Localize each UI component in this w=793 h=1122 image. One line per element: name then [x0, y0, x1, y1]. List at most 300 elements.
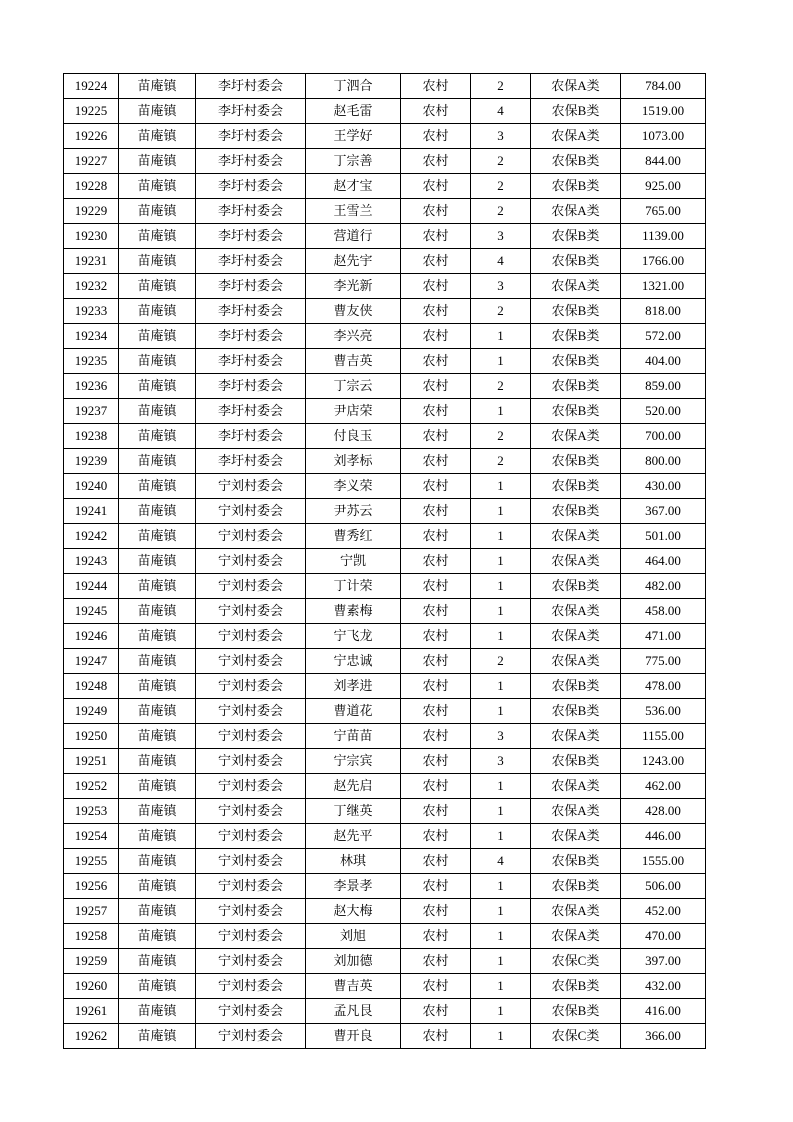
cell-category: 农保B类 — [531, 299, 621, 324]
table-row — [64, 249, 706, 274]
cell-amount: 1519.00 — [621, 99, 706, 124]
cell-amount: 844.00 — [621, 149, 706, 174]
cell-name: 赵先宇 — [306, 249, 401, 274]
cell-amount: 1321.00 — [621, 274, 706, 299]
cell-amount: 464.00 — [621, 549, 706, 574]
cell-id: 19237 — [64, 399, 119, 424]
cell-type: 农村 — [401, 724, 471, 749]
cell-amount: 1243.00 — [621, 749, 706, 774]
cell-village: 宁刘村委会 — [196, 949, 306, 974]
cell-name: 赵大梅 — [306, 899, 401, 924]
cell-amount: 506.00 — [621, 874, 706, 899]
cell-id: 19260 — [64, 974, 119, 999]
cell-type: 农村 — [401, 899, 471, 924]
cell-category: 农保C类 — [531, 949, 621, 974]
cell-village: 李圩村委会 — [196, 124, 306, 149]
cell-id: 19234 — [64, 324, 119, 349]
cell-id: 19258 — [64, 924, 119, 949]
cell-amount: 430.00 — [621, 474, 706, 499]
cell-type: 农村 — [401, 99, 471, 124]
cell-name: 刘孝进 — [306, 674, 401, 699]
cell-type: 农村 — [401, 449, 471, 474]
cell-count: 3 — [471, 724, 531, 749]
cell-village: 宁刘村委会 — [196, 874, 306, 899]
cell-count: 1 — [471, 899, 531, 924]
cell-count: 1 — [471, 574, 531, 599]
cell-type: 农村 — [401, 799, 471, 824]
cell-town: 苗庵镇 — [119, 599, 196, 624]
subsidy-table — [63, 73, 706, 1049]
cell-town: 苗庵镇 — [119, 349, 196, 374]
cell-count: 1 — [471, 699, 531, 724]
cell-town: 苗庵镇 — [119, 1024, 196, 1049]
cell-count: 1 — [471, 924, 531, 949]
table-row — [64, 399, 706, 424]
cell-name: 林琪 — [306, 849, 401, 874]
cell-amount: 446.00 — [621, 824, 706, 849]
cell-type: 农村 — [401, 699, 471, 724]
cell-id: 19254 — [64, 824, 119, 849]
cell-town: 苗庵镇 — [119, 749, 196, 774]
cell-name: 王雪兰 — [306, 199, 401, 224]
cell-village: 李圩村委会 — [196, 424, 306, 449]
cell-name: 刘旭 — [306, 924, 401, 949]
cell-village: 宁刘村委会 — [196, 724, 306, 749]
cell-village: 李圩村委会 — [196, 174, 306, 199]
cell-amount: 432.00 — [621, 974, 706, 999]
cell-name: 丁计荣 — [306, 574, 401, 599]
table-row — [64, 899, 706, 924]
cell-type: 农村 — [401, 274, 471, 299]
cell-village: 宁刘村委会 — [196, 824, 306, 849]
table-row — [64, 699, 706, 724]
cell-village: 宁刘村委会 — [196, 549, 306, 574]
table-body — [64, 74, 706, 1049]
cell-town: 苗庵镇 — [119, 574, 196, 599]
cell-name: 李景孝 — [306, 874, 401, 899]
cell-type: 农村 — [401, 149, 471, 174]
cell-town: 苗庵镇 — [119, 999, 196, 1024]
cell-id: 19262 — [64, 1024, 119, 1049]
cell-name: 丁宗云 — [306, 374, 401, 399]
cell-type: 农村 — [401, 849, 471, 874]
table-row — [64, 599, 706, 624]
cell-town: 苗庵镇 — [119, 274, 196, 299]
cell-amount: 478.00 — [621, 674, 706, 699]
cell-type: 农村 — [401, 74, 471, 99]
cell-id: 19257 — [64, 899, 119, 924]
cell-name: 宁宗宾 — [306, 749, 401, 774]
cell-count: 1 — [471, 499, 531, 524]
cell-type: 农村 — [401, 374, 471, 399]
table-row — [64, 849, 706, 874]
cell-amount: 470.00 — [621, 924, 706, 949]
cell-category: 农保A类 — [531, 899, 621, 924]
cell-category: 农保B类 — [531, 574, 621, 599]
cell-count: 1 — [471, 349, 531, 374]
cell-category: 农保A类 — [531, 74, 621, 99]
cell-id: 19245 — [64, 599, 119, 624]
cell-count: 1 — [471, 599, 531, 624]
cell-village: 宁刘村委会 — [196, 524, 306, 549]
cell-id: 19252 — [64, 774, 119, 799]
cell-name: 曹吉英 — [306, 349, 401, 374]
cell-count: 4 — [471, 99, 531, 124]
cell-type: 农村 — [401, 999, 471, 1024]
cell-type: 农村 — [401, 649, 471, 674]
table-row — [64, 424, 706, 449]
cell-type: 农村 — [401, 874, 471, 899]
cell-type: 农村 — [401, 224, 471, 249]
cell-name: 李兴亮 — [306, 324, 401, 349]
cell-town: 苗庵镇 — [119, 724, 196, 749]
cell-type: 农村 — [401, 674, 471, 699]
cell-amount: 775.00 — [621, 649, 706, 674]
cell-count: 4 — [471, 849, 531, 874]
cell-id: 19253 — [64, 799, 119, 824]
table-row — [64, 774, 706, 799]
cell-town: 苗庵镇 — [119, 74, 196, 99]
cell-category: 农保A类 — [531, 549, 621, 574]
cell-type: 农村 — [401, 624, 471, 649]
table-row — [64, 349, 706, 374]
table-row — [64, 624, 706, 649]
cell-type: 农村 — [401, 174, 471, 199]
cell-amount: 784.00 — [621, 74, 706, 99]
cell-village: 李圩村委会 — [196, 149, 306, 174]
cell-id: 19225 — [64, 99, 119, 124]
table-row — [64, 649, 706, 674]
cell-amount: 818.00 — [621, 299, 706, 324]
cell-name: 曹友侠 — [306, 299, 401, 324]
cell-amount: 458.00 — [621, 599, 706, 624]
cell-category: 农保A类 — [531, 624, 621, 649]
cell-category: 农保B类 — [531, 974, 621, 999]
cell-id: 19259 — [64, 949, 119, 974]
cell-type: 农村 — [401, 574, 471, 599]
cell-village: 宁刘村委会 — [196, 1024, 306, 1049]
cell-name: 付良玉 — [306, 424, 401, 449]
cell-amount: 501.00 — [621, 524, 706, 549]
table-row — [64, 299, 706, 324]
cell-town: 苗庵镇 — [119, 474, 196, 499]
cell-name: 丁继英 — [306, 799, 401, 824]
cell-category: 农保A类 — [531, 724, 621, 749]
cell-category: 农保B类 — [531, 99, 621, 124]
cell-count: 3 — [471, 749, 531, 774]
cell-village: 宁刘村委会 — [196, 999, 306, 1024]
cell-name: 王学好 — [306, 124, 401, 149]
cell-town: 苗庵镇 — [119, 799, 196, 824]
cell-id: 19242 — [64, 524, 119, 549]
cell-town: 苗庵镇 — [119, 374, 196, 399]
cell-id: 19244 — [64, 574, 119, 599]
cell-amount: 462.00 — [621, 774, 706, 799]
cell-amount: 800.00 — [621, 449, 706, 474]
cell-name: 尹苏云 — [306, 499, 401, 524]
cell-town: 苗庵镇 — [119, 674, 196, 699]
cell-type: 农村 — [401, 549, 471, 574]
cell-town: 苗庵镇 — [119, 224, 196, 249]
cell-amount: 397.00 — [621, 949, 706, 974]
cell-category: 农保A类 — [531, 424, 621, 449]
cell-town: 苗庵镇 — [119, 824, 196, 849]
table-row — [64, 874, 706, 899]
cell-category: 农保A类 — [531, 799, 621, 824]
table-row — [64, 374, 706, 399]
cell-name: 丁宗善 — [306, 149, 401, 174]
cell-count: 1 — [471, 874, 531, 899]
cell-name: 营道行 — [306, 224, 401, 249]
cell-name: 赵先启 — [306, 774, 401, 799]
cell-id: 19255 — [64, 849, 119, 874]
cell-id: 19250 — [64, 724, 119, 749]
cell-id: 19229 — [64, 199, 119, 224]
cell-category: 农保B类 — [531, 874, 621, 899]
cell-amount: 482.00 — [621, 574, 706, 599]
cell-village: 宁刘村委会 — [196, 499, 306, 524]
cell-village: 李圩村委会 — [196, 324, 306, 349]
cell-type: 农村 — [401, 774, 471, 799]
table-row — [64, 524, 706, 549]
cell-village: 李圩村委会 — [196, 249, 306, 274]
cell-category: 农保B类 — [531, 749, 621, 774]
cell-amount: 471.00 — [621, 624, 706, 649]
cell-type: 农村 — [401, 349, 471, 374]
cell-amount: 1766.00 — [621, 249, 706, 274]
cell-count: 2 — [471, 649, 531, 674]
cell-town: 苗庵镇 — [119, 874, 196, 899]
cell-category: 农保B类 — [531, 149, 621, 174]
cell-id: 19224 — [64, 74, 119, 99]
cell-id: 19226 — [64, 124, 119, 149]
cell-village: 宁刘村委会 — [196, 674, 306, 699]
table-row — [64, 449, 706, 474]
cell-count: 3 — [471, 224, 531, 249]
cell-amount: 404.00 — [621, 349, 706, 374]
cell-type: 农村 — [401, 749, 471, 774]
cell-category: 农保B类 — [531, 374, 621, 399]
cell-id: 19256 — [64, 874, 119, 899]
cell-id: 19243 — [64, 549, 119, 574]
cell-amount: 700.00 — [621, 424, 706, 449]
cell-town: 苗庵镇 — [119, 949, 196, 974]
cell-count: 2 — [471, 374, 531, 399]
cell-category: 农保B类 — [531, 349, 621, 374]
cell-category: 农保B类 — [531, 399, 621, 424]
cell-count: 1 — [471, 1024, 531, 1049]
cell-id: 19239 — [64, 449, 119, 474]
cell-id: 19231 — [64, 249, 119, 274]
cell-name: 丁泗合 — [306, 74, 401, 99]
cell-type: 农村 — [401, 524, 471, 549]
cell-name: 赵才宝 — [306, 174, 401, 199]
cell-count: 1 — [471, 949, 531, 974]
cell-town: 苗庵镇 — [119, 924, 196, 949]
table-row — [64, 99, 706, 124]
table-row — [64, 949, 706, 974]
cell-town: 苗庵镇 — [119, 899, 196, 924]
cell-town: 苗庵镇 — [119, 324, 196, 349]
cell-name: 曹素梅 — [306, 599, 401, 624]
cell-town: 苗庵镇 — [119, 524, 196, 549]
cell-id: 19236 — [64, 374, 119, 399]
table-row — [64, 799, 706, 824]
table-row — [64, 924, 706, 949]
cell-category: 农保B类 — [531, 849, 621, 874]
cell-id: 19235 — [64, 349, 119, 374]
table-row — [64, 674, 706, 699]
cell-town: 苗庵镇 — [119, 774, 196, 799]
cell-category: 农保B类 — [531, 449, 621, 474]
cell-count: 3 — [471, 124, 531, 149]
cell-village: 宁刘村委会 — [196, 749, 306, 774]
cell-town: 苗庵镇 — [119, 649, 196, 674]
cell-village: 李圩村委会 — [196, 449, 306, 474]
cell-town: 苗庵镇 — [119, 249, 196, 274]
cell-village: 宁刘村委会 — [196, 649, 306, 674]
cell-type: 农村 — [401, 924, 471, 949]
cell-town: 苗庵镇 — [119, 124, 196, 149]
cell-name: 宁苗苗 — [306, 724, 401, 749]
cell-type: 农村 — [401, 1024, 471, 1049]
cell-category: 农保B类 — [531, 249, 621, 274]
cell-village: 李圩村委会 — [196, 99, 306, 124]
cell-type: 农村 — [401, 124, 471, 149]
cell-village: 宁刘村委会 — [196, 799, 306, 824]
cell-type: 农村 — [401, 974, 471, 999]
cell-type: 农村 — [401, 399, 471, 424]
cell-type: 农村 — [401, 424, 471, 449]
cell-village: 宁刘村委会 — [196, 699, 306, 724]
cell-count: 1 — [471, 774, 531, 799]
cell-count: 1 — [471, 974, 531, 999]
cell-village: 宁刘村委会 — [196, 899, 306, 924]
cell-type: 农村 — [401, 299, 471, 324]
cell-town: 苗庵镇 — [119, 299, 196, 324]
cell-category: 农保A类 — [531, 524, 621, 549]
cell-village: 李圩村委会 — [196, 374, 306, 399]
cell-amount: 765.00 — [621, 199, 706, 224]
cell-town: 苗庵镇 — [119, 624, 196, 649]
table-row — [64, 1024, 706, 1049]
cell-category: 农保B类 — [531, 224, 621, 249]
cell-id: 19249 — [64, 699, 119, 724]
cell-town: 苗庵镇 — [119, 699, 196, 724]
cell-name: 宁忠诚 — [306, 649, 401, 674]
table-row — [64, 174, 706, 199]
cell-type: 农村 — [401, 599, 471, 624]
cell-category: 农保A类 — [531, 649, 621, 674]
cell-count: 1 — [471, 524, 531, 549]
cell-amount: 367.00 — [621, 499, 706, 524]
cell-amount: 1139.00 — [621, 224, 706, 249]
cell-town: 苗庵镇 — [119, 149, 196, 174]
cell-village: 宁刘村委会 — [196, 599, 306, 624]
cell-amount: 572.00 — [621, 324, 706, 349]
cell-count: 2 — [471, 424, 531, 449]
cell-village: 李圩村委会 — [196, 274, 306, 299]
cell-category: 农保A类 — [531, 124, 621, 149]
cell-type: 农村 — [401, 499, 471, 524]
cell-category: 农保B类 — [531, 324, 621, 349]
table-row — [64, 149, 706, 174]
cell-count: 2 — [471, 74, 531, 99]
cell-id: 19230 — [64, 224, 119, 249]
cell-village: 李圩村委会 — [196, 74, 306, 99]
cell-type: 农村 — [401, 949, 471, 974]
cell-id: 19248 — [64, 674, 119, 699]
cell-name: 刘加德 — [306, 949, 401, 974]
cell-count: 1 — [471, 549, 531, 574]
cell-amount: 520.00 — [621, 399, 706, 424]
cell-category: 农保A类 — [531, 924, 621, 949]
cell-count: 1 — [471, 799, 531, 824]
cell-count: 1 — [471, 624, 531, 649]
cell-amount: 1073.00 — [621, 124, 706, 149]
cell-category: 农保C类 — [531, 1024, 621, 1049]
cell-town: 苗庵镇 — [119, 424, 196, 449]
cell-count: 3 — [471, 274, 531, 299]
cell-type: 农村 — [401, 324, 471, 349]
cell-name: 李义荣 — [306, 474, 401, 499]
table-row — [64, 749, 706, 774]
cell-id: 19240 — [64, 474, 119, 499]
cell-count: 2 — [471, 149, 531, 174]
cell-category: 农保B类 — [531, 499, 621, 524]
table-row — [64, 824, 706, 849]
cell-town: 苗庵镇 — [119, 449, 196, 474]
cell-name: 曹道花 — [306, 699, 401, 724]
cell-count: 1 — [471, 399, 531, 424]
cell-count: 2 — [471, 449, 531, 474]
table-row — [64, 324, 706, 349]
cell-category: 农保B类 — [531, 674, 621, 699]
table-row — [64, 224, 706, 249]
cell-town: 苗庵镇 — [119, 549, 196, 574]
cell-town: 苗庵镇 — [119, 499, 196, 524]
table-row — [64, 274, 706, 299]
cell-village: 宁刘村委会 — [196, 849, 306, 874]
cell-name: 宁凯 — [306, 549, 401, 574]
cell-category: 农保B类 — [531, 999, 621, 1024]
cell-category: 农保A类 — [531, 199, 621, 224]
cell-id: 19232 — [64, 274, 119, 299]
cell-type: 农村 — [401, 249, 471, 274]
cell-name: 曹吉英 — [306, 974, 401, 999]
cell-town: 苗庵镇 — [119, 174, 196, 199]
cell-village: 宁刘村委会 — [196, 974, 306, 999]
cell-category: 农保A类 — [531, 599, 621, 624]
table-row — [64, 549, 706, 574]
cell-village: 宁刘村委会 — [196, 574, 306, 599]
cell-category: 农保B类 — [531, 699, 621, 724]
cell-id: 19246 — [64, 624, 119, 649]
cell-count: 1 — [471, 999, 531, 1024]
table-row — [64, 474, 706, 499]
cell-town: 苗庵镇 — [119, 849, 196, 874]
cell-amount: 536.00 — [621, 699, 706, 724]
cell-village: 李圩村委会 — [196, 399, 306, 424]
cell-village: 宁刘村委会 — [196, 924, 306, 949]
cell-village: 李圩村委会 — [196, 224, 306, 249]
cell-village: 李圩村委会 — [196, 299, 306, 324]
cell-category: 农保B类 — [531, 174, 621, 199]
cell-count: 2 — [471, 299, 531, 324]
cell-name: 刘孝标 — [306, 449, 401, 474]
cell-village: 李圩村委会 — [196, 349, 306, 374]
cell-count: 2 — [471, 199, 531, 224]
